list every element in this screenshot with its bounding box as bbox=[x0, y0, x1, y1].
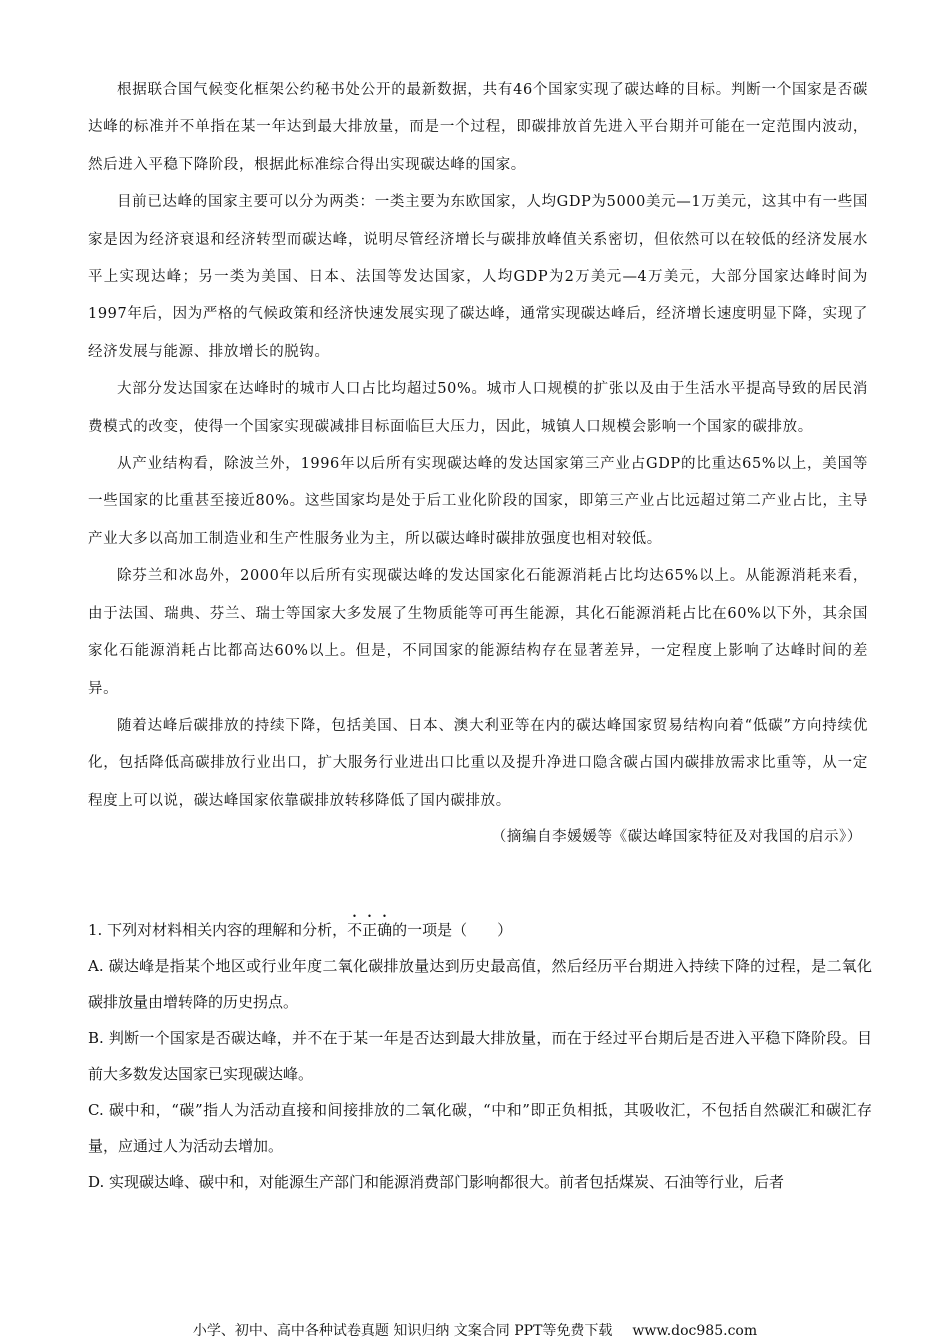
option-a: A. 碳达峰是指某个地区或行业年度二氧化碳排放量达到历史最高值，然后经历平台期进入持续下降的过程，是二氧化碳排放量由增转降的历史拐点。 bbox=[88, 957, 872, 1011]
passage-paragraph-3: 大部分发达国家在达峰时的城市人口占比均超过50%。城市人口规模的扩张以及由于生活水平提高导致的居民消费模式的改变，使得一个国家实现碳减排目标面临巨大压力，因此，城镇人口规模会影响一个国家的碳排放。 bbox=[88, 381, 868, 435]
page-footer bbox=[0, 1322, 950, 1340]
option-b: B. 判断一个国家是否碳达峰，并不在于某一年是否达到最大排放量，而在于经过平台期后是否进入平稳下降阶段。目前大多数发达国家已实现碳达峰。 bbox=[88, 1029, 872, 1083]
footer-url[interactable]: www.doc985.com bbox=[632, 1323, 758, 1339]
passage-paragraph-4: 从产业结构看，除波兰外，1996年以后所有实现碳达峰的发达国家第三产业占GDP的比重达65%以上，美国等一些国家的比重甚至接近80%。这些国家均是处于后工业化阶段的国家，即第三产业占比远超过第二产业占比，主导产业大多以高加工制造业和生产性服务业为主，所以碳达峰时碳排放强度也相对较低。 bbox=[88, 456, 868, 547]
passage-paragraph-1: 根据联合国气候变化框架公约秘书处公开的最新数据，共有46个国家实现了碳达峰的目标。判断一个国家是否碳达峰的标准并不单指在某一年达到最大排放量，而是一个过程，即碳排放首先进入平台期并可能在一定范围内波动，然后进入平稳下降阶段，根据此标准综合得出实现碳达峰的国家。 bbox=[88, 82, 868, 173]
question-1 bbox=[88, 912, 872, 1200]
option-c: C. 碳中和，“碳”指人为活动直接和间接排放的二氧化碳，“中和”即正负相抵，其吸收汇，不包括自然碳汇和碳汇存量，应通过人为活动去增加。 bbox=[88, 1101, 872, 1155]
question-stem bbox=[88, 912, 872, 948]
reading-passage bbox=[88, 72, 868, 854]
question-stem-after: 的一项是（ ） bbox=[392, 921, 513, 939]
option-d: D. 实现碳达峰、碳中和，对能源生产部门和能源消费部门影响都很大。前者包括煤炭、石油等行业，后者 bbox=[88, 1173, 785, 1191]
footer-text: 小学、初中、高中各种试卷真题 知识归纳 文案合同 PPT等免费下载 bbox=[192, 1323, 613, 1339]
passage-paragraph-5: 除芬兰和冰岛外，2000年以后所有实现碳达峰的发达国家化石能源消耗占比均达65%以上。从能源消耗来看，由于法国、瑞典、芬兰、瑞士等国家大多发展了生物质能等可再生能源，其化石能源消耗占比在60%以下外，其余国家化石能源消耗占比都高达60%以上。但是，不同国家的能源结构存在显著差异，一定程度上影响了达峰时间的差异。 bbox=[88, 568, 868, 697]
passage-paragraph-2: 目前已达峰的国家主要可以分为两类：一类主要为东欧国家，人均GDP为5000美元—1万美元，这其中有一些国家是因为经济衰退和经济转型而碳达峰，说明尽管经济增长与碳排放峰值关系密切，但依然可以在较低的经济发展水平上实现达峰；另一类为美国、日本、法国等发达国家，人均GDP为2万美元—4万美元，大部分国家达峰时间为1997年后，因为严格的气候政策和经济快速发展实现了碳达峰，通常实现碳达峰后，经济增长速度明显下降，实现了经济发展与能源、排放增长的脱钩。 bbox=[88, 194, 868, 360]
passage-paragraph-6: 随着达峰后碳排放的持续下降，包括美国、日本、澳大利亚等在内的碳达峰国家贸易结构向着“低碳”方向持续优化，包括降低高碳排放行业出口，扩大服务行业进出口比重以及提升净进口隐含碳占国内碳排放需求比重等，从一定程度上可以说，碳达峰国家依靠碳排放转移降低了国内碳排放。 bbox=[88, 717, 868, 809]
passage-source: （摘编自李媛媛等《碳达峰国家特征及对我国的启示》） bbox=[491, 829, 862, 846]
question-stem-emphasis: 不正确 bbox=[347, 921, 393, 939]
question-stem-before: 1. 下列对材料相关内容的理解和分析， bbox=[88, 921, 348, 939]
